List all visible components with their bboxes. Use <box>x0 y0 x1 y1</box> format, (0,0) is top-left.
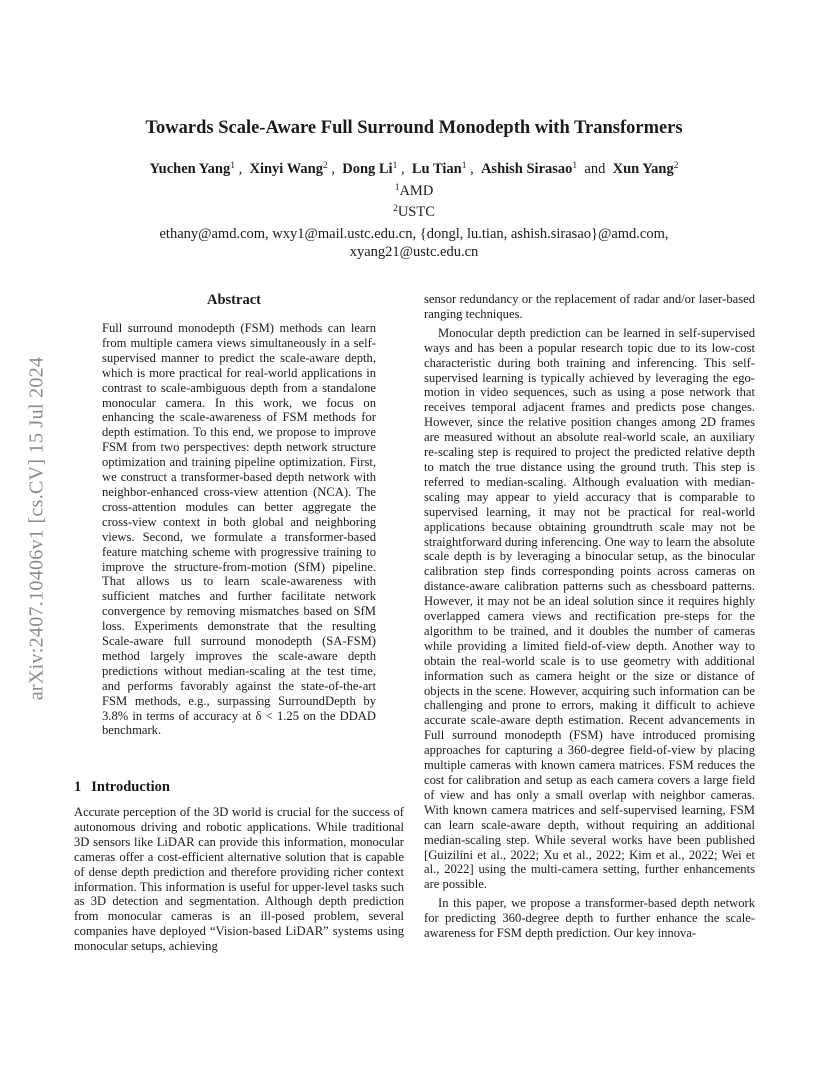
abstract-heading: Abstract <box>207 292 261 308</box>
author-affiliation-mark: 1 <box>230 161 235 171</box>
author-list: Yuchen Yang$^1$ , Xinyi Wang$^2$ , Dong Li$^1$ , Lu Tian$^1$ , Ashish Sirasao$^1$ and Xun Yang$^2$ <box>149 161 679 177</box>
intro-right-column <box>424 292 755 941</box>
author-name: Xun Yang <box>612 161 674 177</box>
author-affiliation-mark: 2 <box>673 161 679 171</box>
section-heading <box>74 779 170 796</box>
author-affiliation-mark: 1 <box>392 161 398 171</box>
arxiv-id: arXiv:2407.10406v1 [cs.CV] 15 Jul 2024 <box>25 356 48 700</box>
abstract-body <box>102 321 376 738</box>
affiliation-name: USTC <box>397 204 435 220</box>
author-affiliation-mark: 1 <box>572 161 578 171</box>
author-affiliation-mark: 1 <box>461 161 467 171</box>
affiliation-number: 1 <box>394 183 400 193</box>
section-title: Introduction <box>91 779 170 795</box>
author-name: Dong Li <box>342 161 393 177</box>
abstract-text: Full surround monodepth (FSM) methods can learn from multiple camera views simultaneously in a self-supervised manner to predict the scale-aware depth, which is more practical for real-world applications in contrast to scale-ambiguous depth from a standalone monocular camera. In this work, we focus on enhancing the scale-awareness of FSM methods for depth estimation. To this end, we propose to improve FSM from two perspectives: depth network structure optimization and training pipeline optimization. First, we construct a transformer-based depth network with neighbor-enhanced cross-view attention (NCA). The cross-attention modules can better aggregate the cross-view context in both global and neighboring views. Second, we formulate a transformer-based feature matching scheme with progressive training to improve the structure-from-motion (SfM) pipeline. That allows us to learn scale-awareness with sufficient matches and further facilitate network convergence by removing mismatches based on SfM loss. Experiments demonstrate that the resulting Scale-aware full surround monodepth (SA-FSM) method largely improves the scale-aware depth predictions without median-scaling at the test time, and performs favorably against the state-of-the-art FSM methods, e.g., surpassing SurroundDepth by 3.8% in terms of accuracy at δ < 1.25 on the DDAD benchmark. <box>102 321 376 738</box>
intro-paragraph: In this paper, we propose a transformer-based depth network for predicting 360-degree depth to further enhance the scale-awareness for FSM depth prediction. Our key innova- <box>424 896 755 941</box>
intro-paragraph: Accurate perception of the 3D world is crucial for the success of autonomous driving and robotic applications. While traditional 3D sensors like LiDAR can provide this information, monocular cameras offer a cost-efficient alternative solution that is capable of dense depth prediction and therefore providing richer context information. This information is useful for upper-level tasks such as 3D detection and segmentation. Although depth prediction from monocular cameras is an ill-posed problem, several companies have deployed “Vision-based LiDAR” systems using monocular setups, achieving <box>74 805 404 954</box>
affiliation-number: 2 <box>393 204 398 214</box>
author-emails: ethany@amd.com, wxy1@mail.ustc.edu.cn, {dongl, lu.tian, ashish.sirasao}@amd.com, xyang21@ustc.edu.cn <box>159 226 669 260</box>
intro-paragraph: Monocular depth prediction can be learned in self-supervised ways and has been a popular research topic due to its low-cost characteristic during both training and inferencing. This self-supervised learning is typically achieved by leveraging the ego-motion in video sequences, such as using a pose network that receives temporal adjacent frames and predicts pose changes. However, since the relative position changes among 2D frames are measured without an absolute real-world scale, an auxiliary re-scaling step is required to project the predicted relative depth to match the true distance using the ground truth. This step is referred to median-scaling. Although evaluation with median-scaling may appear to yield accuracy that is comparable to supervised learning, it may not be practical for real-world applications because obtaining groundtruth scale may not be straightforward during inferencing. One way to learn the absolute scale depth is by leveraging a binocular setup, as the binocular calibration step finds corresponding points across cameras on distance-aware calibration patterns such as chessboard patterns. However, it may not be an ideal solution since it requires highly overlapped camera views and rectification pre-steps for the algorithm to be trained, and it doubles the number of cameras while providing a limited field-of-view depth. Another way to obtain the real-world scale is to use geometry with additional information such as camera height or the size or distance of objects in the scene. However, acquiring such information can be challenging and prone to errors, making it difficult to achieve accurate scale-aware depth estimation. Recent advancements in Full surround monodepth (FSM) have introduced promising approaches for capturing a 360-degree field-of-view by placing multiple cameras with known camera matrices. FSM reduces the cost for calibration and setup as each camera covers a large field of view and has only a small overlap with neighbor cameras. With known camera matrices and self-supervised learning, FSM can learn scale-aware depth, without requiring an additional median-scaling step. While several works have been published [Guizilini et al., 2022; Xu et al., 2022; Kim et al., 2022; Wei et al., 2022] using the multi-camera setting, further enhancements are possible. <box>424 325 755 892</box>
intro-left-column <box>74 805 404 954</box>
author-name: Xinyi Wang <box>249 161 323 177</box>
author-affiliation-mark: 2 <box>322 161 328 171</box>
intro-paragraph: sensor redundancy or the replacement of radar and/or laser-based ranging techniques. <box>424 292 755 321</box>
author-name: Yuchen Yang <box>149 161 231 177</box>
author-name: Lu Tian <box>411 161 462 177</box>
author-name: Ashish Sirasao <box>480 161 573 177</box>
section-number: 1 <box>74 779 82 795</box>
paper-title: Towards Scale-Aware Full Surround Monodepth with Transformers <box>145 118 683 138</box>
affiliation <box>0 204 828 221</box>
affiliation-name: AMD <box>399 183 434 199</box>
and-connector: and <box>584 161 606 177</box>
arxiv-stamp <box>20 298 54 758</box>
affiliation <box>0 183 828 200</box>
